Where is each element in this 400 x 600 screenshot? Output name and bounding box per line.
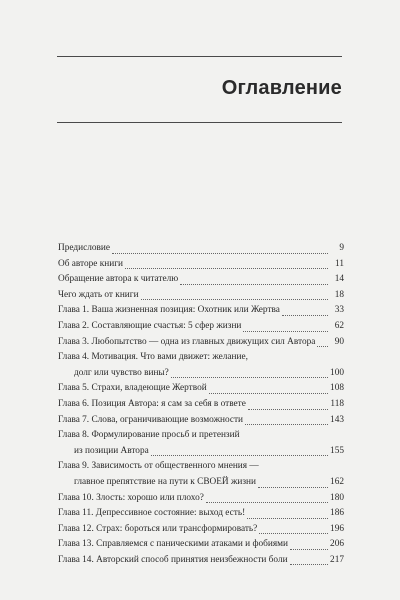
toc-entry[interactable] [58,319,344,335]
toc-entry-page: 100 [330,367,344,378]
toc-entry-page: 11 [335,258,344,269]
toc-dot-leader [151,455,328,456]
toc-entry-label: Глава 11. Депрессивное состояние: выход есть! [58,508,246,519]
toc-dot-leader [209,393,328,394]
toc-entry[interactable] [58,522,344,538]
toc-entry[interactable] [58,459,344,490]
toc-dot-leader [245,424,328,425]
toc-entry-page: 217 [330,554,344,565]
toc-entry-label-continuation: главное препятствие на пути к СВОЕЙ жизни [74,476,256,487]
toc-entry-page: 180 [330,492,344,503]
toc-entry[interactable] [58,413,344,429]
toc-entry-page: 143 [330,414,344,425]
toc-entry[interactable] [58,303,344,319]
toc-dot-leader [206,502,328,503]
toc-entry-page: 90 [334,336,344,347]
toc-entry-label: Глава 5. Страхи, владеющие Жертвой [58,383,207,394]
toc-entry-page: 9 [339,243,344,253]
toc-entry-page: 155 [330,445,344,456]
toc-entry-label: Глава 1. Ваша жизненная позиция: Охотник или Жертва [58,305,280,316]
bottom-rule [57,122,342,123]
toc-dot-leader [125,268,328,269]
toc-entry-page: 18 [334,289,344,300]
toc-entry-label: Глава 10. Злость: хорошо или плохо? [58,492,204,503]
toc-entry-label-continuation: из позиции Автора [74,445,149,456]
toc-entry-label: Обращение автора к читателю [58,274,179,285]
toc-dot-leader [243,331,328,332]
toc-entry[interactable] [58,288,344,304]
toc-entry-continuation [58,475,344,491]
toc-dot-leader [258,487,328,488]
toc-entry-label: Предисловие [58,243,110,253]
toc-entry-page: 196 [330,523,344,534]
toc-dot-leader [248,409,328,410]
toc-entry-label-continuation: долг или чувство вины? [74,367,169,378]
toc-entry-page: 33 [334,305,344,316]
toc-dot-leader [282,315,328,316]
toc-entry-page: 62 [334,320,344,331]
toc-entry-label: Глава 7. Слова, ограничивающие возможности [58,414,244,425]
toc-entry-label: Чего ждать от книги [58,289,139,300]
toc-entry[interactable] [58,350,344,381]
toc-entry-label: Глава 3. Любопытство — одна из главных движущих сил Автора [58,336,316,347]
table-of-contents [58,241,344,568]
toc-entry-label: Глава 4. Мотивация. Что вами движет: желание, [58,352,248,363]
toc-dot-leader [290,549,328,550]
toc-entry[interactable] [58,428,344,459]
toc-entry-page: 162 [330,476,344,487]
toc-dot-leader [141,299,328,300]
toc-entry[interactable] [58,506,344,522]
toc-entry[interactable] [58,335,344,351]
toc-dot-leader [171,377,328,378]
toc-entry-page: 108 [330,383,344,394]
toc-dot-leader [180,284,328,285]
toc-entry-label: Об авторе книги [58,258,123,269]
toc-entry-continuation [58,366,344,382]
toc-dot-leader [259,533,328,534]
toc-entry-label: Глава 12. Страх: бороться или трансформировать? [58,523,258,534]
toc-entry-continuation [58,444,344,460]
toc-entry-label: Глава 13. Справляемся с паническими атаками и фобиями [58,539,288,550]
toc-dot-leader [290,564,328,565]
page-title: Оглавление [221,77,342,99]
toc-entry[interactable] [58,397,344,413]
toc-entry-page: 14 [334,274,344,285]
toc-entry[interactable] [58,491,344,507]
toc-dot-leader [317,346,328,347]
toc-entry-label: Глава 2. Составляющие счастья: 5 сфер жизни [58,320,242,331]
toc-entry-label: Глава 14. Авторский способ принятия неизбежности боли [58,554,288,565]
toc-entry[interactable] [58,381,344,397]
toc-entry-label: Глава 6. Позиция Автора: я сам за себя в ответе [58,398,246,409]
top-rule [57,56,342,57]
toc-entry[interactable] [58,553,344,569]
toc-entry-page: 118 [330,398,344,409]
toc-entry[interactable] [58,257,344,273]
toc-entry[interactable] [58,537,344,553]
toc-entry-label: Глава 9. Зависимость от общественного мнения — [58,461,259,472]
toc-entry[interactable] [58,241,344,257]
toc-dot-leader [247,518,328,519]
toc-entry-label: Глава 8. Формулирование просьб и претензий [58,430,240,441]
toc-entry[interactable] [58,272,344,288]
toc-dot-leader [112,253,328,254]
toc-entry-page: 206 [330,539,344,550]
toc-entry-page: 186 [330,508,344,519]
